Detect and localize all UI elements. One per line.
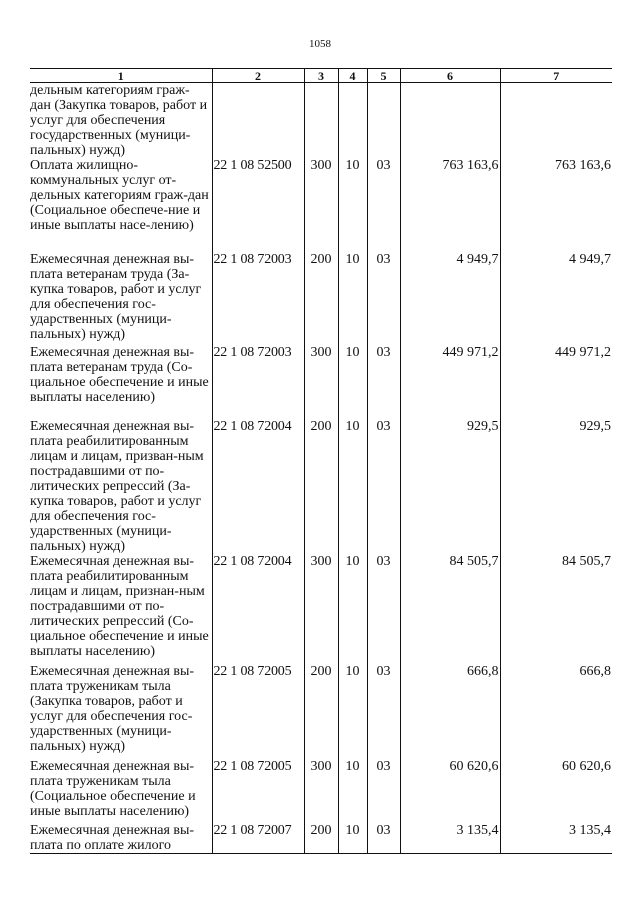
- row-col-4: 10: [338, 345, 367, 419]
- table-row: [30, 83, 612, 159]
- row-col-3: 300: [304, 759, 338, 823]
- row-col-6: 4 949,7: [400, 252, 500, 345]
- table-row: [30, 419, 612, 554]
- row-name: Ежемесячная денежная вы-плата ветеранам труда (За-купка товаров, работ и услуг для обеспечения гос-ударственных (муници-пальных) нужд): [30, 252, 202, 342]
- row-col-6: 449 971,2: [400, 345, 500, 419]
- row-code: 22 1 08 72004: [212, 419, 304, 554]
- row-col-4: 10: [338, 759, 367, 823]
- header-col-6: 6: [400, 69, 500, 83]
- row-code: 22 1 08 72003: [212, 252, 304, 345]
- row-col-5: 03: [367, 252, 400, 345]
- row-col-3: 200: [304, 664, 338, 759]
- row-col-6: 60 620,6: [400, 759, 500, 823]
- row-code: [212, 83, 304, 159]
- row-name: дельным категориям граж-дан (Закупка товаров, работ и услуг для обеспечения государственных (муници-пальных) нужд): [30, 83, 208, 158]
- row-col-4: [338, 83, 367, 159]
- row-col-7: 666,8: [500, 664, 612, 759]
- table-row: [30, 823, 612, 854]
- row-code: 22 1 08 52500: [212, 158, 304, 252]
- row-col-5: 03: [367, 664, 400, 759]
- row-col-6: 84 505,7: [400, 554, 500, 664]
- row-col-4: 10: [338, 252, 367, 345]
- row-col-3: 200: [304, 419, 338, 554]
- table-row: [30, 554, 612, 664]
- row-col-7: [500, 83, 612, 159]
- row-code: 22 1 08 72004: [212, 554, 304, 664]
- row-code: 22 1 08 72005: [212, 759, 304, 823]
- row-col-6: 763 163,6: [400, 158, 500, 252]
- row-name: Оплата жилищно-коммунальных услуг от-дельных категориям граж-дан (Социальное обеспече-ние и иные выплаты насе-лению): [30, 158, 209, 233]
- row-col-3: 300: [304, 158, 338, 252]
- row-name: Ежемесячная денежная вы-плата труженикам тыла (Закупка товаров, работ и услуг для обеспечения гос-ударственных (муници-пальных) нужд): [30, 664, 195, 754]
- row-col-4: 10: [338, 419, 367, 554]
- header-row: [30, 69, 612, 83]
- row-code: 22 1 08 72007: [212, 823, 304, 854]
- row-col-7: 84 505,7: [500, 554, 612, 664]
- header-col-4: 4: [338, 69, 367, 83]
- row-col-4: 10: [338, 664, 367, 759]
- header-col-5: 5: [367, 69, 400, 83]
- row-col-7: 763 163,6: [500, 158, 612, 252]
- row-name: Ежемесячная денежная вы-плата по оплате жилого: [30, 823, 212, 854]
- table-row: [30, 252, 612, 345]
- table-row: [30, 664, 612, 759]
- row-col-5: 03: [367, 158, 400, 252]
- row-col-5: 03: [367, 419, 400, 554]
- row-col-6: 929,5: [400, 419, 500, 554]
- row-col-7: 60 620,6: [500, 759, 612, 823]
- budget-table: [30, 68, 612, 854]
- row-col-5: 03: [367, 823, 400, 854]
- row-col-6: 666,8: [400, 664, 500, 759]
- row-code: 22 1 08 72005: [212, 664, 304, 759]
- table-row: [30, 345, 612, 419]
- row-col-5: 03: [367, 554, 400, 664]
- row-col-3: [304, 83, 338, 159]
- row-col-5: [367, 83, 400, 159]
- table-row: [30, 158, 612, 252]
- row-col-6: 3 135,4: [400, 823, 500, 854]
- header-col-7: 7: [500, 69, 612, 83]
- row-col-7: 3 135,4: [500, 823, 612, 854]
- row-col-3: 200: [304, 823, 338, 854]
- page-number: 1058: [309, 38, 331, 50]
- row-name: Ежемесячная денежная вы-плата труженикам тыла (Социальное обеспечение и иные выплаты населению): [30, 759, 196, 819]
- row-col-5: 03: [367, 345, 400, 419]
- row-col-3: 300: [304, 554, 338, 664]
- row-col-7: 929,5: [500, 419, 612, 554]
- row-col-3: 200: [304, 252, 338, 345]
- row-col-5: 03: [367, 759, 400, 823]
- header-col-1: 1: [30, 69, 212, 83]
- row-col-3: 300: [304, 345, 338, 419]
- row-col-6: [400, 83, 500, 159]
- row-col-4: 10: [338, 554, 367, 664]
- header-col-3: 3: [304, 69, 338, 83]
- row-name: Ежемесячная денежная вы-плата реабилитированным лицам и лицам, признан-ным пострадавшими от по-литических репрессий (Со-циальное обеспечение и иные выплаты населению): [30, 554, 209, 659]
- row-name: Ежемесячная денежная вы-плата реабилитированным лицам и лицам, призван-ным пострадавшими от по-литических репрессий (За-купка товаров, работ и услуг для обеспечения гос-ударственных (муници-пальных) нужд): [30, 419, 204, 554]
- row-col-4: 10: [338, 158, 367, 252]
- row-col-4: 10: [338, 823, 367, 854]
- row-code: 22 1 08 72003: [212, 345, 304, 419]
- row-col-7: 4 949,7: [500, 252, 612, 345]
- header-col-2: 2: [212, 69, 304, 83]
- table-row: [30, 759, 612, 823]
- row-name: Ежемесячная денежная вы-плата ветеранам труда (Со-циальное обеспечение и иные выплаты населению): [30, 345, 209, 405]
- row-col-7: 449 971,2: [500, 345, 612, 419]
